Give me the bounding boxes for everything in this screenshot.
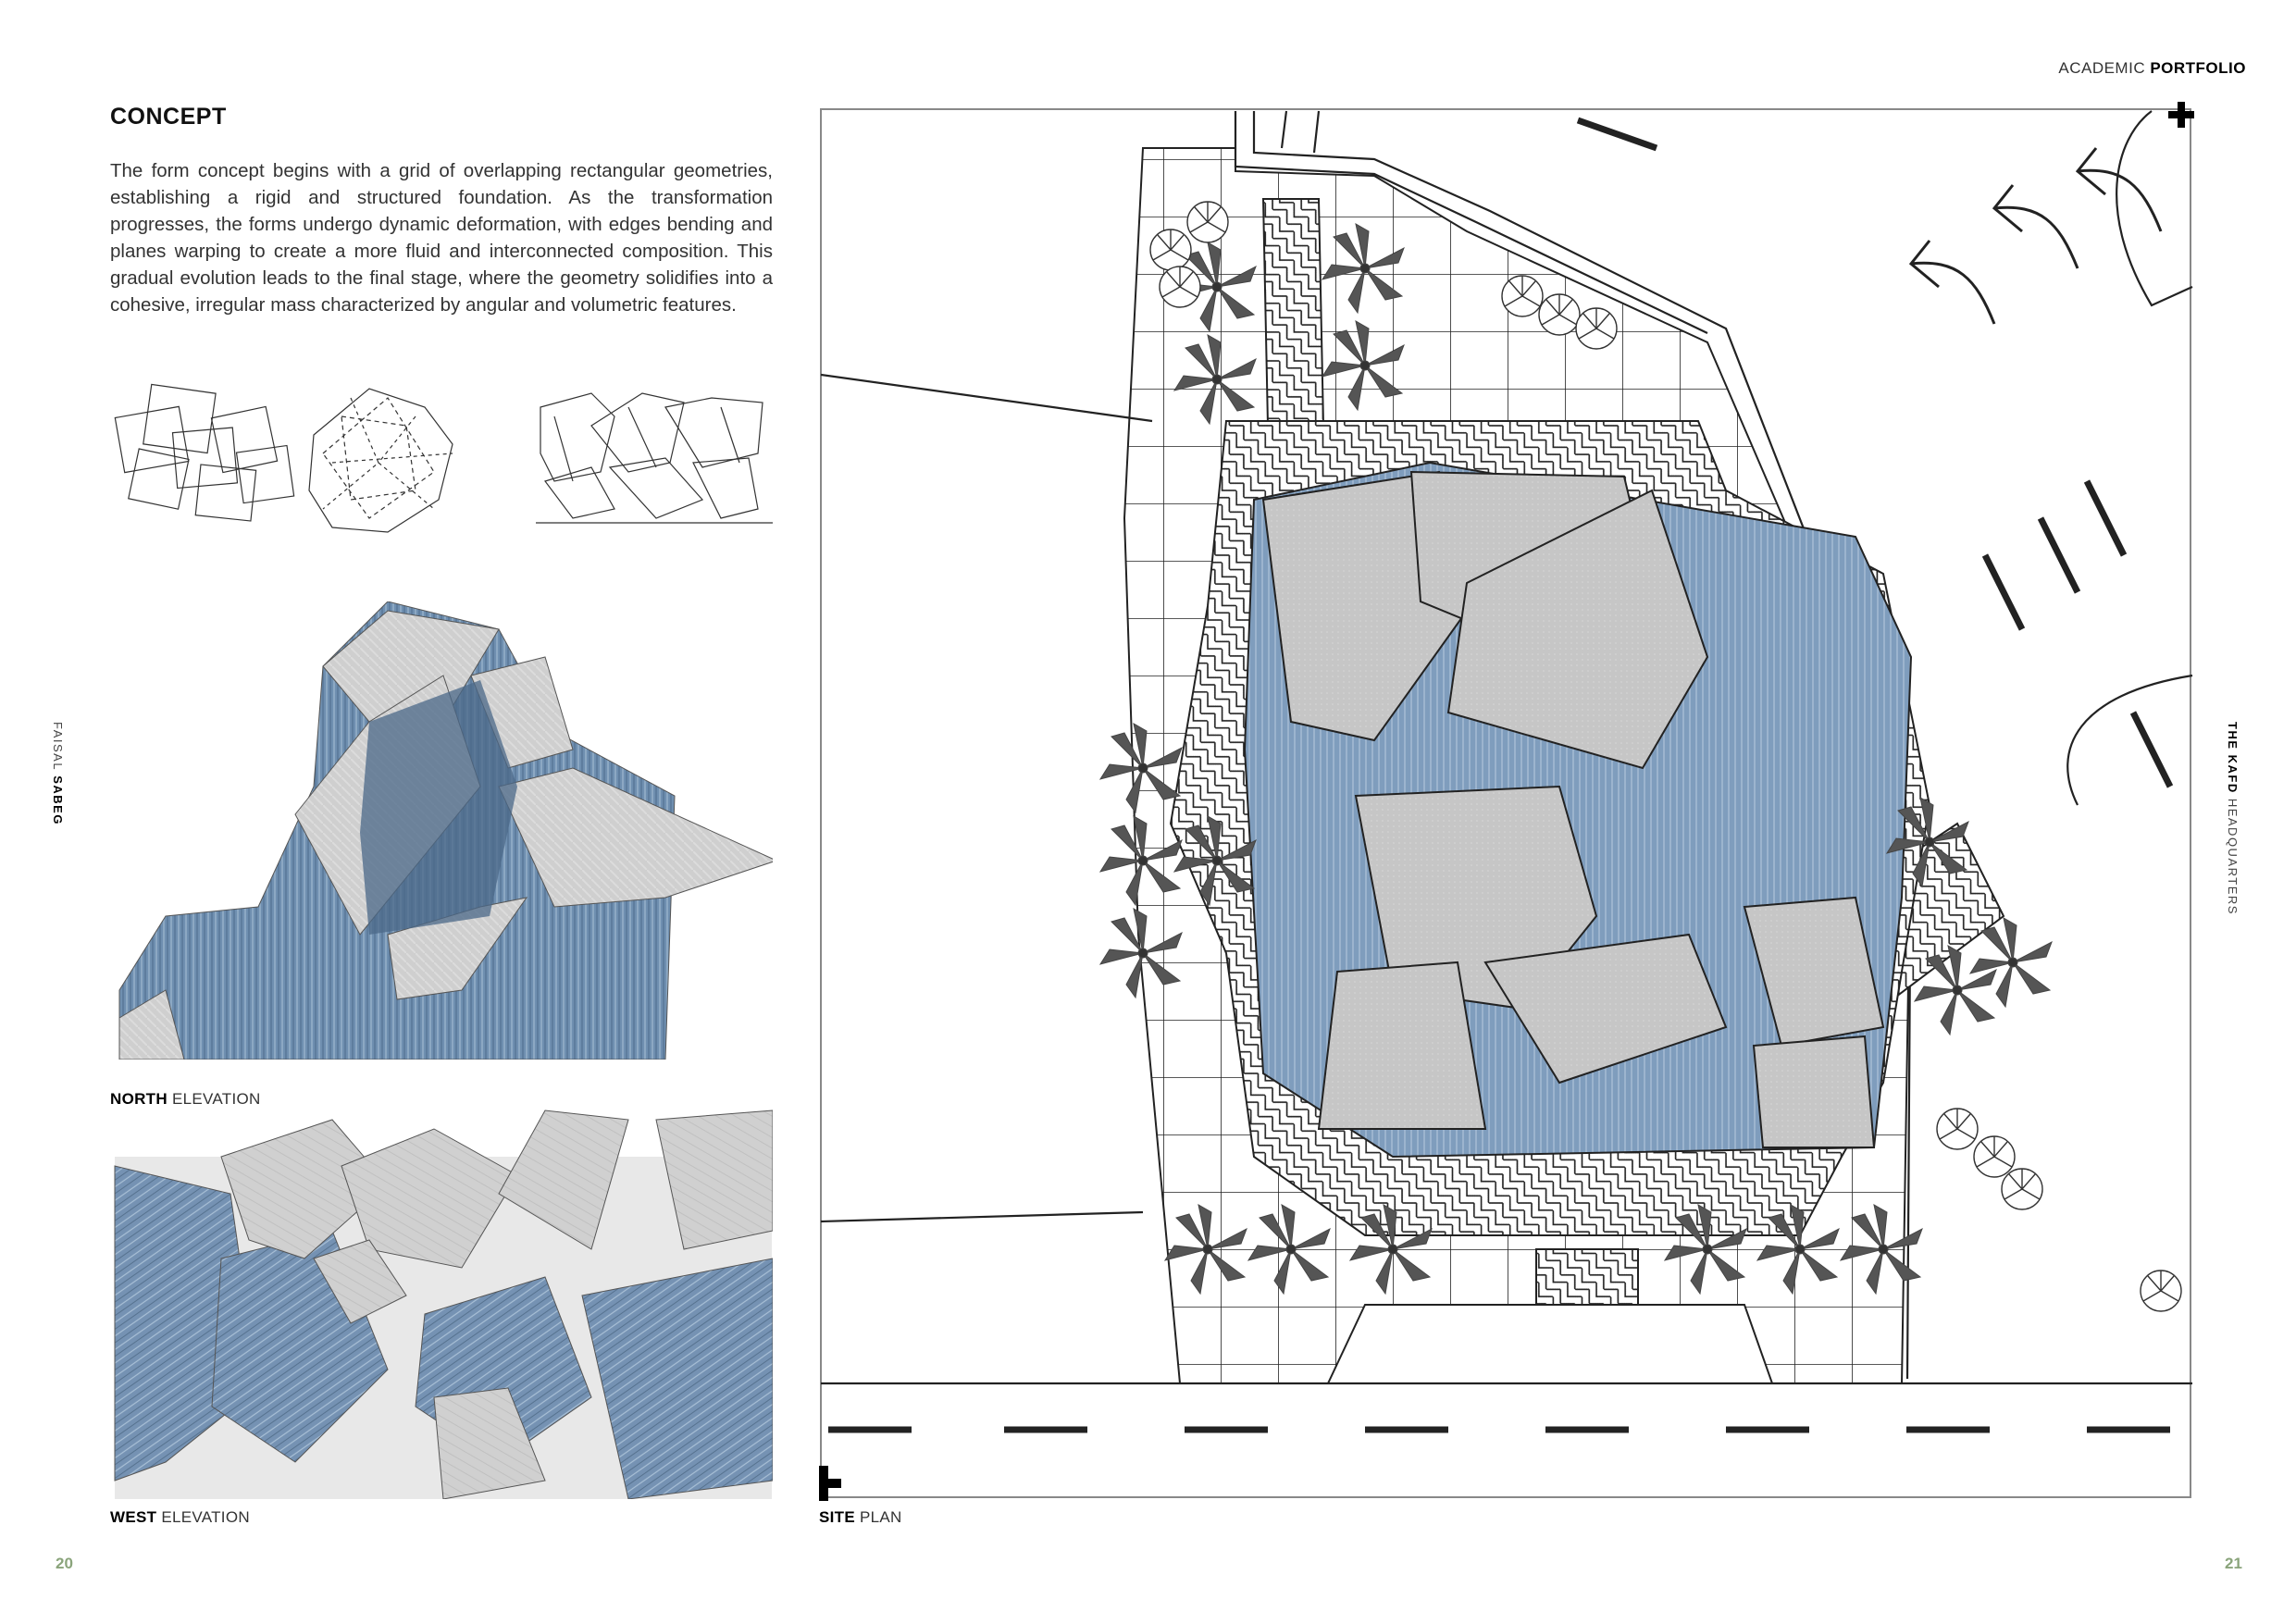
project-emph: THE KAFD	[2226, 722, 2240, 794]
west-caption	[110, 1508, 250, 1527]
roof-block-8	[1754, 1036, 1874, 1147]
site-plan-drawing	[819, 102, 2207, 1508]
building-mass	[1245, 463, 1911, 1157]
portfolio-header	[2058, 59, 2246, 78]
header-prefix: ACADEMIC	[2058, 59, 2146, 77]
south-walkway	[1536, 1249, 1638, 1305]
page-number-right: 21	[2225, 1555, 2242, 1572]
author-last: SABEG	[51, 775, 65, 825]
header-emph: PORTFOLIO	[2150, 59, 2246, 77]
north-elevation-render	[110, 601, 773, 1060]
west-caption-rest: ELEVATION	[156, 1508, 250, 1526]
site-caption	[819, 1508, 902, 1527]
project-rest: HEADQUARTERS	[2226, 793, 2240, 915]
site-caption-rest: PLAN	[855, 1508, 902, 1526]
concept-diagrams	[110, 379, 773, 541]
diagram-grid	[115, 384, 293, 521]
west-caption-emph: WEST	[110, 1508, 157, 1526]
concept-title: CONCEPT	[110, 104, 227, 130]
diagram-deform	[309, 389, 453, 532]
site-caption-emph: SITE	[819, 1508, 855, 1526]
project-side-label	[2226, 722, 2240, 915]
page-number-left: 20	[56, 1555, 73, 1572]
author-side-label	[51, 722, 65, 851]
west-elevation-render	[110, 1092, 773, 1499]
roof-block-5	[1319, 962, 1485, 1129]
north-caption-rest: ELEVATION	[167, 1090, 261, 1108]
north-caption-emph: NORTH	[110, 1090, 168, 1108]
diagram-final	[536, 393, 773, 523]
concept-body: The form concept begins with a grid of overlapping rectangular geometries, establishing a rigid and structured foundation. As the transformation progresses, the forms undergo dynamic deformation, with edges bending and planes warping to create a more fluid and interconnected composition. This gradual evolution leads to the final stage, where the geometry solidifies into a cohesive, irregular mass characterized by angular and volumetric features.	[110, 160, 773, 316]
north-walkway	[1263, 199, 1323, 426]
author-first: FAISAL	[51, 722, 65, 772]
